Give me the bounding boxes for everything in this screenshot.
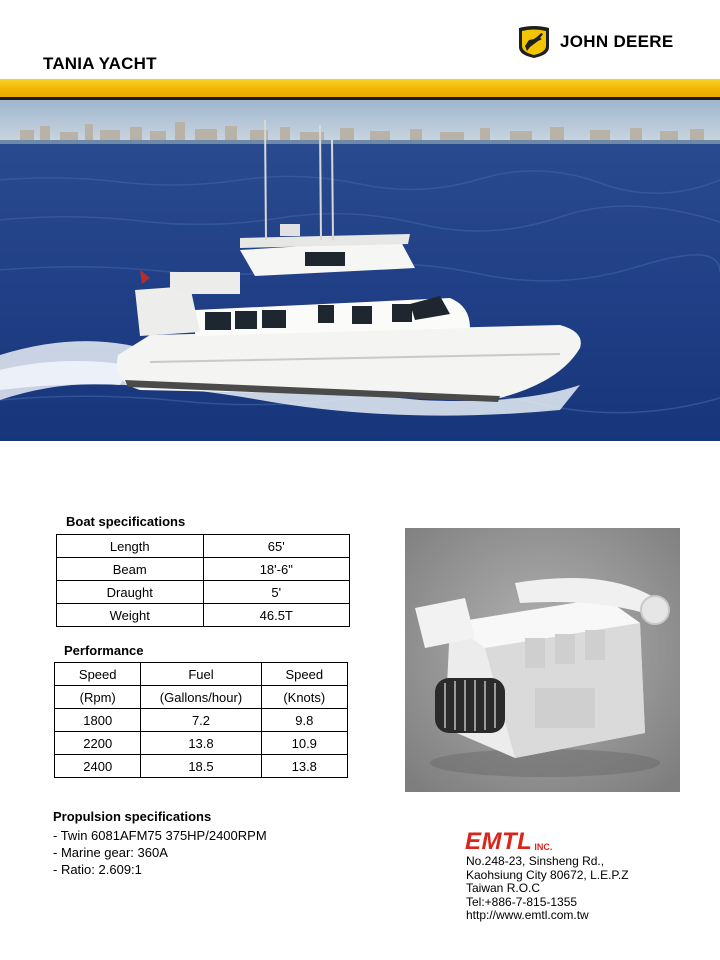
list-item: - Marine gear: 360A xyxy=(53,845,168,860)
spec-label: Draught xyxy=(57,581,204,604)
boat-specs-table xyxy=(56,534,350,627)
list-item: - Ratio: 2.609:1 xyxy=(53,862,142,877)
column-unit: (Gallons/hour) xyxy=(141,686,261,709)
column-unit: (Knots) xyxy=(261,686,347,709)
spec-value: 46.5T xyxy=(203,604,350,627)
table-row xyxy=(57,558,350,581)
spec-value: 65' xyxy=(203,535,350,558)
emtl-logo-text: EMTL xyxy=(465,828,533,855)
spec-label: Weight xyxy=(57,604,204,627)
table-row xyxy=(55,755,348,778)
table-cell: 2400 xyxy=(55,755,141,778)
table-row xyxy=(57,604,350,627)
table-header-row xyxy=(55,686,348,709)
table-cell: 1800 xyxy=(55,709,141,732)
table-cell: 10.9 xyxy=(261,732,347,755)
header-accent-bar xyxy=(0,79,720,97)
spec-value: 18'-6" xyxy=(203,558,350,581)
table-cell: 18.5 xyxy=(141,755,261,778)
propulsion-list xyxy=(53,827,267,878)
address-line: Kaohsiung City 80672, L.E.P.Z xyxy=(466,867,629,882)
table-row xyxy=(55,709,348,732)
emtl-logo-suffix: INC. xyxy=(534,842,553,852)
column-header: Speed xyxy=(55,663,141,686)
engine-photo xyxy=(405,528,680,792)
table-cell: 9.8 xyxy=(261,709,347,732)
page-title: TANIA YACHT xyxy=(43,54,157,73)
website-link[interactable]: http://www.emtl.com.tw xyxy=(466,908,589,922)
spec-label: Beam xyxy=(57,558,204,581)
phone-line: Tel:+886-7-815-1355 xyxy=(466,894,578,909)
table-row xyxy=(57,535,350,558)
table-cell: 13.8 xyxy=(141,732,261,755)
table-row xyxy=(55,732,348,755)
table-cell: 13.8 xyxy=(261,755,347,778)
performance-title: Performance xyxy=(64,643,144,658)
propulsion-title: Propulsion specifications xyxy=(53,809,212,824)
address-line: No.248-23, Sinsheng Rd., xyxy=(466,854,605,868)
spec-label: Length xyxy=(57,535,204,558)
company-address xyxy=(466,855,629,923)
list-item: - Twin 6081AFM75 375HP/2400RPM xyxy=(53,828,267,843)
spec-value: 5' xyxy=(203,581,350,604)
table-cell: 2200 xyxy=(55,732,141,755)
deer-icon xyxy=(516,25,552,59)
performance-table xyxy=(54,662,348,778)
brand-name: JOHN DEERE xyxy=(560,32,674,51)
table-cell: 7.2 xyxy=(141,709,261,732)
table-row xyxy=(57,581,350,604)
address-line: Taiwan R.O.C xyxy=(466,881,541,895)
emtl-logo xyxy=(465,828,552,854)
column-unit: (Rpm) xyxy=(55,686,141,709)
john-deere-logo xyxy=(516,25,674,59)
column-header: Speed xyxy=(261,663,347,686)
column-header: Fuel xyxy=(141,663,261,686)
table-header-row xyxy=(55,663,348,686)
yacht-photo xyxy=(0,100,720,441)
boat-specs-title: Boat specifications xyxy=(66,514,186,529)
